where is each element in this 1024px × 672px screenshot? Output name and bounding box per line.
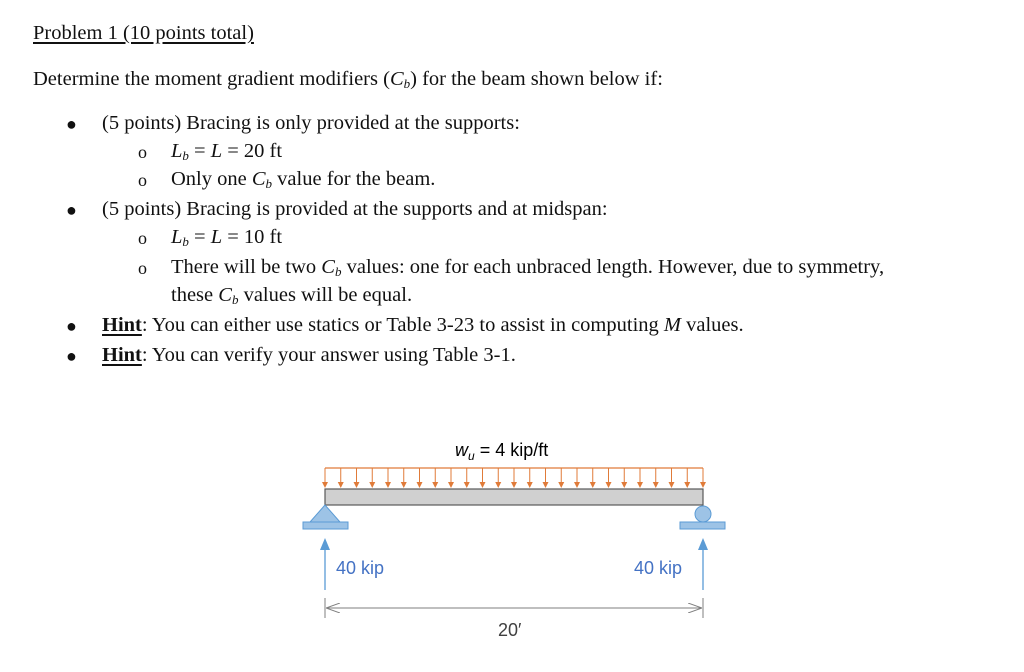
support-base-right (680, 522, 725, 529)
load-arrow-head (653, 482, 659, 488)
reaction-arrow-left (320, 538, 330, 590)
reaction-label-left: 40 kip (336, 558, 385, 578)
load-arrow-head (354, 482, 360, 488)
load-arrow-head (338, 482, 344, 488)
load-arrow-head (700, 482, 706, 488)
sub-bullet-marker: o (138, 228, 147, 248)
span-label: 20′ (498, 620, 522, 640)
pin-support-left (310, 505, 340, 522)
problem-statement: Determine the moment gradient modifiers $(C_b)$ for the beam shown below if: (33, 68, 663, 91)
case2-unbraced-length: $L_b = L = 10$ ft (171, 226, 283, 249)
load-arrow-head (448, 482, 454, 488)
roller-support-right (695, 506, 711, 522)
bullet-dot: ● (66, 346, 77, 366)
case2-cb-note: There will be two $C_b$ values: one for each unbraced length. However, due to symmetry, (171, 256, 885, 279)
load-arrow-head (590, 482, 596, 488)
load-arrow-head (464, 482, 470, 488)
load-arrow-head (480, 482, 486, 488)
load-arrow-head (637, 482, 643, 488)
reaction-arrow-right (698, 538, 708, 590)
beam (325, 489, 703, 505)
case1-heading: (5 points) Bracing is only provided at the supports: (102, 112, 520, 134)
load-arrow-head (417, 482, 423, 488)
distributed-load-arrows (322, 468, 706, 488)
bullet-dot: ● (66, 200, 77, 220)
problem-title: Problem 1 (10 points total) (33, 22, 254, 44)
load-arrow-head (527, 482, 533, 488)
load-arrow-head (495, 482, 501, 488)
load-arrow-head (401, 482, 407, 488)
case2-heading: (5 points) Bracing is provided at the supports and at midspan: (102, 198, 608, 220)
reaction-label-right: 40 kip (634, 558, 683, 578)
load-arrow-head (322, 482, 328, 488)
load-arrow-head (369, 482, 375, 488)
load-arrow-head (684, 482, 690, 488)
case1-unbraced-length: $L_b = L = 20$ ft (171, 140, 283, 163)
support-base-left (303, 522, 348, 529)
load-arrow-head (385, 482, 391, 488)
load-arrow-head (606, 482, 612, 488)
case2-cb-note-continued: these $C_b$ values will be equal. (171, 284, 413, 307)
hint-statics: Hint: You can either use statics or Table 3-23 to assist in computing M values. (102, 314, 744, 336)
load-arrow-head (432, 482, 438, 488)
load-arrow-head (574, 482, 580, 488)
sub-bullet-marker: o (138, 258, 147, 278)
bullet-dot: ● (66, 316, 77, 336)
case1-cb-note: Only one $C_b$ value for the beam. (171, 168, 436, 191)
sub-bullet-marker: o (138, 142, 147, 162)
sub-bullet-marker: o (138, 170, 147, 190)
load-label: $w_u = 4$ kip/ft (455, 440, 549, 463)
load-arrow-head (511, 482, 517, 488)
load-arrow-head (543, 482, 549, 488)
load-arrow-head (621, 482, 627, 488)
bullet-dot: ● (66, 114, 77, 134)
hint-verify: Hint: You can verify your answer using Table 3-1. (102, 344, 516, 366)
load-arrow-head (558, 482, 564, 488)
load-arrow-head (669, 482, 675, 488)
